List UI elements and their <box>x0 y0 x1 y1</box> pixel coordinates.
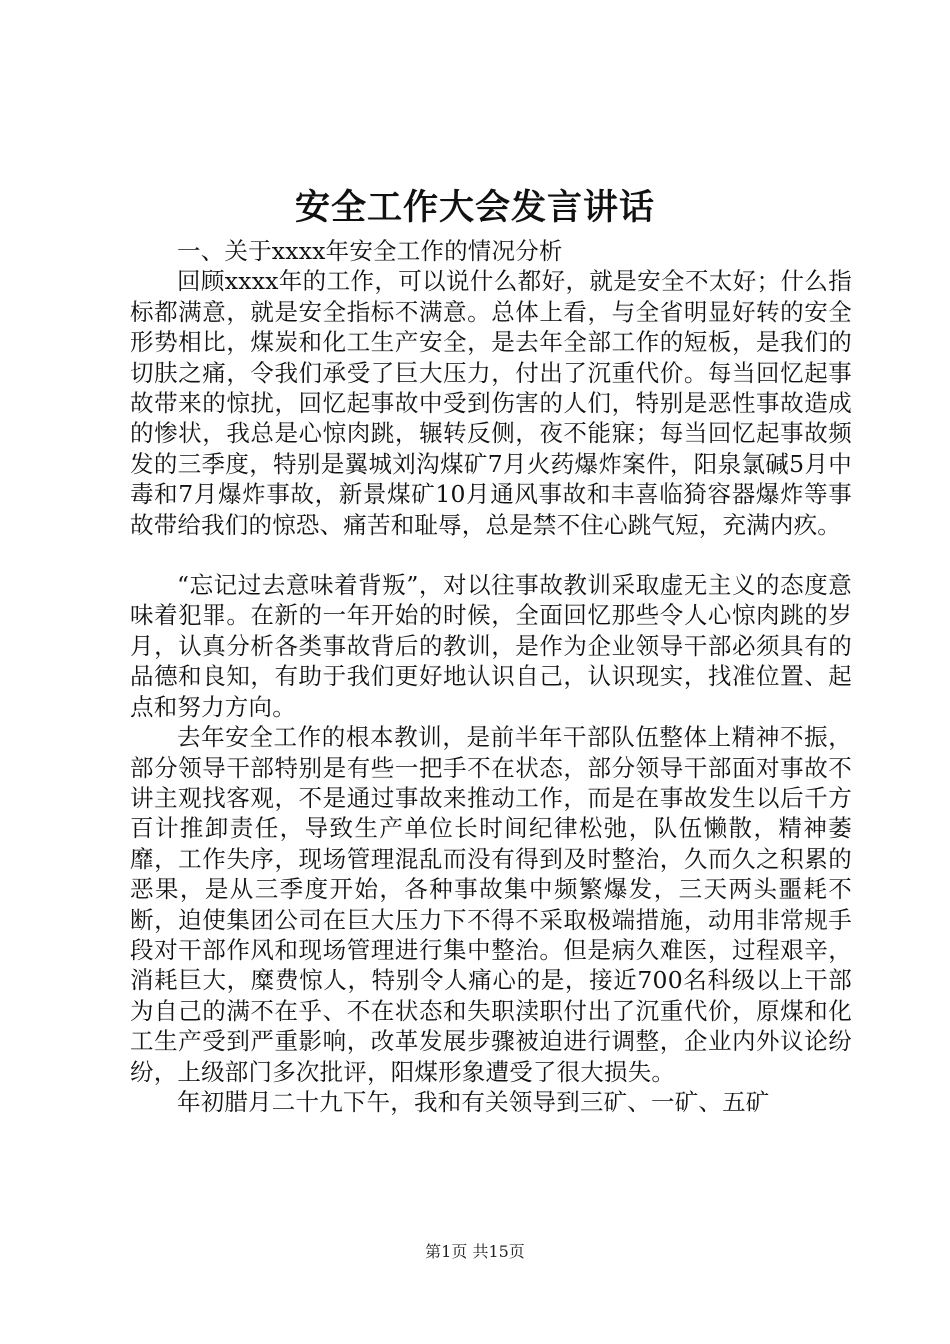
paragraph-new-year: 年初腊月二十九下午，我和有关领导到三矿、一矿、五矿 <box>177 1087 770 1116</box>
document-body <box>130 236 852 1117</box>
section-heading: 一、关于xxxx年安全工作的情况分析 <box>177 237 563 265</box>
paragraph-lessons: 去年安全工作的根本教训，是前半年干部队伍整体上精神不振，部分领导干部特别是有些一把手不在状态，部分领导干部面对事故不讲主观找客观，不是通过事故来推动工作，而是在事故发生以后千方百计推卸责任，导致生产单位长时间纪律松弛，队伍懒散，精神萎靡，工作失序，现场管理混乱而没有得到及时整治，久而久之积累的恶果，是从三季度开始，各种事故集中频繁爆发，三天两头噩耗不断，迫使集团公司在巨大压力下不得不采取极端措施，动用非常规手段对干部作风和现场管理进行集中整治。但是病久难医，过程艰辛，消耗巨大，糜费惊人，特别令人痛心的是，接近700名科级以上干部为自己的满不在乎、不在状态和失职渎职付出了沉重代价，原煤和化工生产受到严重影响，改革发展步骤被迫进行调整，企业内外议论纷纷，上级部门多次批评，阳煤形象遭受了很大损失。 <box>130 723 852 1086</box>
paragraph-review: 回顾xxxx年的工作，可以说什么都好，就是安全不太好；什么指标都满意，就是安全指标不满意。总体上看，与全省明显好转的安全形势相比，煤炭和化工生产安全，是去年全部工作的短板，是我们的切肤之痛，令我们承受了巨大压力，付出了沉重代价。每当回忆起事故带来的惊扰，回忆起事故中受到伤害的人们，特别是恶性事故造成的惨状，我总是心惊肉跳，辗转反侧，夜不能寐；每当回忆起事故频发的三季度，特别是翼城刘沟煤矿7月火药爆炸案件，阳泉氯碱5月中毒和7月爆炸事故，新景煤矿10月通风事故和丰喜临猗容器爆炸等事故带给我们的惊恐、痛苦和耻辱，总是禁不住心跳气短，充满内疚。 <box>130 267 852 539</box>
paragraph-forget-past: “忘记过去意味着背叛”，对以往事故教训采取虚无主义的态度意味着犯罪。在新的一年开始的时候，全面回忆那些令人心惊肉跳的岁月，认真分析各类事故背后的教训，是作为企业领导干部必须具有的品德和良知，有助于我们更好地认识自己，认识现实，找准位置、起点和努力方向。 <box>130 571 852 721</box>
page-title: 安全工作大会发言讲话 <box>294 188 655 228</box>
page-number: 第1页 共15页 <box>425 1242 525 1261</box>
